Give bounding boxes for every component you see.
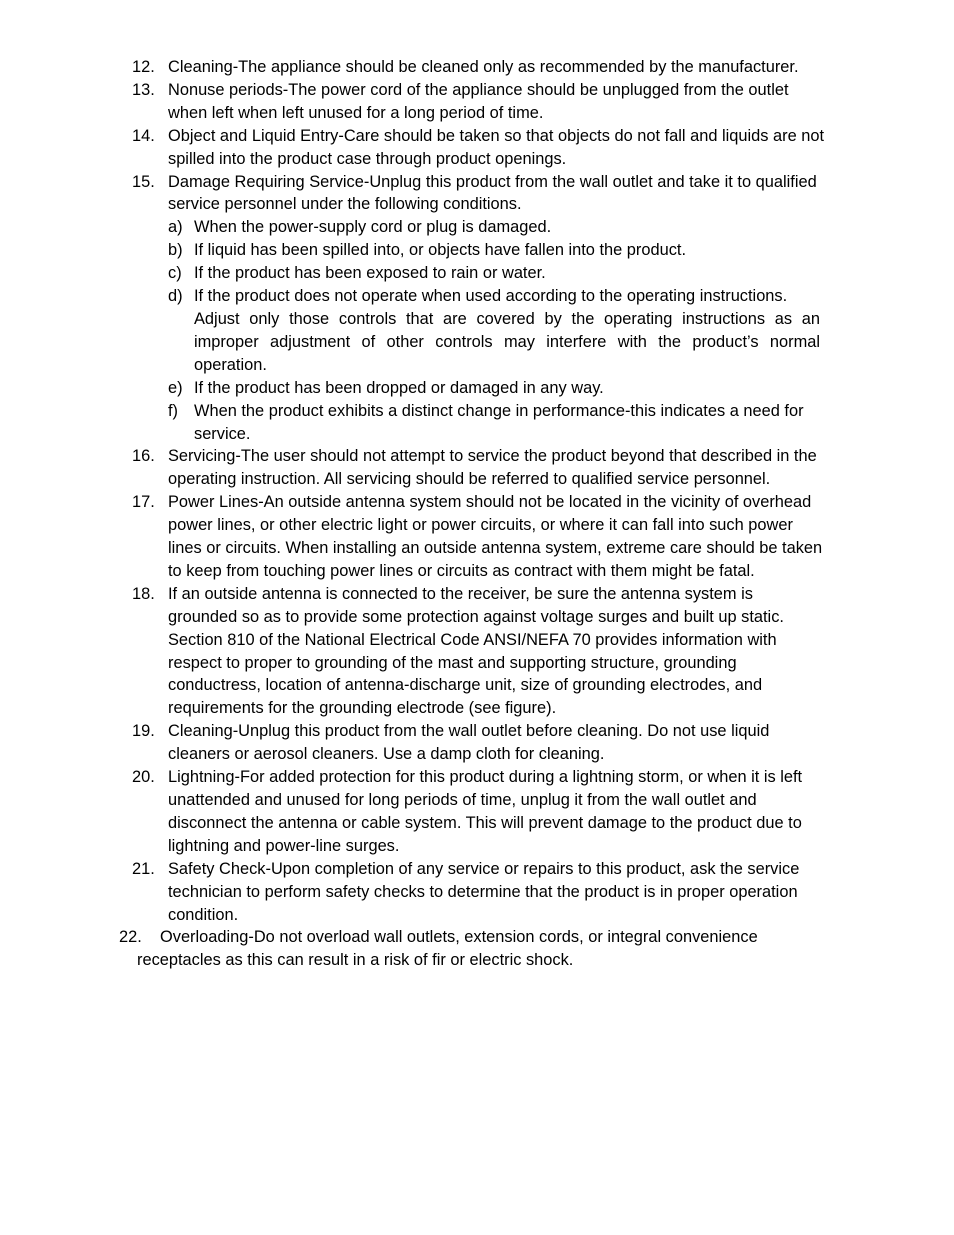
item-number: 12.: [132, 58, 155, 76]
sub-item-letter: c): [168, 264, 182, 283]
list-item-16: [0, 445, 825, 491]
item-text: Overloading-Do not overload wall outlets, extension cords, or integral convenience receptacles as this can result in a risk of fir or electric shock.: [137, 928, 758, 970]
item-number: 17.: [132, 493, 155, 512]
item-text: If an outside antenna is connected to the receiver, be sure the antenna system is grounded so as to provide some protection against voltage surges and built up static. Section 810 of the National Electrical Code ANSI/NEFA 70 provides information with respect to proper to grounding of the mast and supporting structure, grounding conductress, location of antenna-discharge unit, size of grounding electrodes, and requirements for the grounding electrode (see figure).: [168, 584, 784, 718]
sub-item-a: [0, 216, 820, 239]
item-number: 15.: [132, 172, 155, 191]
item-text: Cleaning-The appliance should be cleaned only as recommended by the manufacturer.: [168, 58, 799, 76]
sub-item-d: [0, 285, 820, 308]
item-text: Power Lines-An outside antenna system should not be located in the vicinity of overhead power lines, or other electric light or power circuits, or where it can fall into such power lines or circuits. When installing an outside antenna system, extreme care should be taken to keep from touching power lines or circuits as contract with them might be fatal.: [168, 493, 823, 580]
sub-item-text: When the power-supply cord or plug is damaged.: [194, 218, 552, 237]
sub-item-letter: e): [168, 378, 183, 397]
list-item-12: [0, 56, 825, 79]
sub-item-d-note: Adjust only those controls that are covered by the operating instructions as an improper adjustment of other controls may interfere with the product’s normal operation.: [194, 309, 820, 374]
sub-item-f: [0, 400, 820, 446]
item-number: 19.: [132, 722, 155, 741]
sub-item-letter: a): [168, 218, 183, 237]
sub-item-e: [0, 377, 820, 400]
document-page: [0, 56, 954, 972]
sub-item-text: If the product does not operate when used according to the operating instructions.: [194, 287, 788, 306]
sub-item-letter: f): [168, 401, 179, 420]
item-text: Nonuse periods-The power cord of the appliance should be unplugged from the outlet when left when left unused for a long period of time.: [168, 80, 789, 122]
list-item-15: [0, 171, 825, 217]
item-text: Damage Requiring Service-Unplug this product from the wall outlet and take it to qualified service personnel under the following conditions.: [168, 172, 817, 214]
sub-item-letter: d): [168, 287, 183, 306]
sub-item-b: [0, 239, 820, 262]
list-item-13: [0, 79, 825, 125]
list-item-20: [0, 766, 825, 858]
sub-item-letter: b): [168, 241, 183, 260]
item-number: 13.: [132, 80, 155, 99]
item-number: 16.: [132, 447, 155, 466]
item-number: 22.: [119, 928, 142, 947]
item-number: 20.: [132, 768, 155, 787]
item-number: 18.: [132, 584, 155, 603]
list-item-17: [0, 491, 825, 583]
list-item-22: [0, 926, 827, 972]
list-item-19: [0, 720, 825, 766]
item-text: Cleaning-Unplug this product from the wall outlet before cleaning. Do not use liquid cleaners or aerosol cleaners. Use a damp cloth for cleaning.: [168, 722, 770, 764]
sub-item-c: [0, 262, 820, 285]
sub-item-text: If the product has been exposed to rain or water.: [194, 264, 546, 283]
sub-item-text: If the product has been dropped or damaged in any way.: [194, 378, 604, 397]
list-item-21: [0, 858, 825, 927]
item-text: Lightning-For added protection for this product during a lightning storm, or when it is left unattended and unused for long periods of time, unplug it from the wall outlet and disconnect the antenna or cable system. This will prevent damage to the product due to lightning and power-line surges.: [168, 768, 803, 855]
item-number: 14.: [132, 126, 155, 145]
item-text: Servicing-The user should not attempt to service the product beyond that described in the operating instruction. All servicing should be referred to qualified service personnel.: [168, 447, 817, 489]
list-item-18: [0, 583, 825, 720]
sub-item-text: If liquid has been spilled into, or objects have fallen into the product.: [194, 241, 687, 260]
item-text: Safety Check-Upon completion of any service or repairs to this product, ask the service technician to perform safety checks to determine that the product is in proper operation condition.: [168, 859, 800, 924]
item-number: 21.: [132, 859, 155, 878]
item-text: Object and Liquid Entry-Care should be taken so that objects do not fall and liquids are not spilled into the product case through product openings.: [168, 126, 825, 168]
list-item-14: [0, 125, 825, 171]
sub-item-text: When the product exhibits a distinct change in performance-this indicates a need for service.: [194, 401, 804, 443]
